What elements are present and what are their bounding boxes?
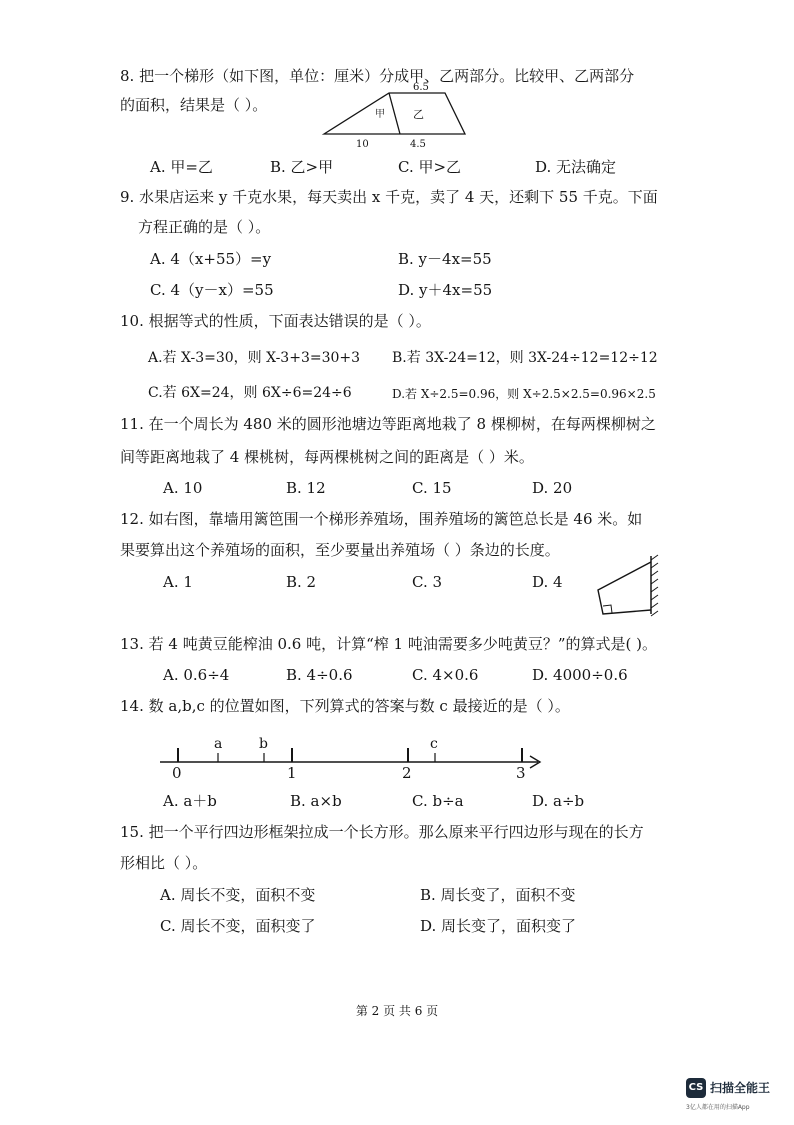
- q13-option-a[interactable]: A. 0.6÷4: [163, 666, 230, 684]
- q14-option-d[interactable]: D. a÷b: [532, 792, 585, 810]
- q13-option-b[interactable]: B. 4÷0.6: [286, 666, 353, 684]
- q14-option-c[interactable]: C. b÷a: [412, 792, 464, 810]
- q15-option-c[interactable]: C. 周长不变，面积变了: [160, 917, 316, 935]
- q14-text-line1: 14. 数 a,b,c 的位置如图，下列算式的答案与数 c 最接近的是（ ）。: [120, 697, 570, 715]
- q10-option-a[interactable]: A.若 X-3=30，则 X-3+3=30+3: [148, 350, 361, 366]
- numberline-tick-3: 3: [516, 764, 526, 782]
- camscanner-logo-icon: CS: [686, 1078, 706, 1098]
- q8-option-d[interactable]: D. 无法确定: [535, 158, 617, 176]
- q10-option-b[interactable]: B.若 3X-24=12，则 3X-24÷12=12÷12: [392, 350, 658, 366]
- q9-option-c[interactable]: C. 4（y－x）=55: [150, 281, 274, 299]
- q11-option-d[interactable]: D. 20: [532, 479, 573, 497]
- q8-label-part-b: 乙: [413, 108, 424, 121]
- q8-label-bottom-right: 4.5: [410, 139, 426, 150]
- q15-option-d[interactable]: D. 周长变了，面积变了: [420, 917, 577, 935]
- q10-option-d[interactable]: D.若 X÷2.5=0.96，则 X÷2.5×2.5=0.96×2.5: [392, 387, 656, 401]
- q15-text-line2: 形相比（ ）。: [120, 854, 208, 872]
- q13-text-line1: 13. 若 4 吨黄豆能榨油 0.6 吨，计算“榨 1 吨油需要多少吨黄豆？”的算式是( )。: [120, 635, 657, 653]
- q12-option-d[interactable]: D. 4: [532, 573, 563, 591]
- q8-text-line2: 的面积，结果是（ ）。: [120, 96, 268, 114]
- q14-option-a[interactable]: A. a＋b: [163, 792, 217, 810]
- q12-option-a[interactable]: A. 1: [163, 573, 193, 591]
- q9-option-d[interactable]: D. y＋4x=55: [398, 281, 493, 299]
- q8-option-c[interactable]: C. 甲>乙: [398, 158, 462, 176]
- scanner-watermark: [686, 1075, 790, 1115]
- q15-option-b[interactable]: B. 周长变了，面积不变: [420, 886, 576, 904]
- numberline-point-b: b: [259, 736, 268, 752]
- numberline-tick-1: 1: [287, 764, 297, 782]
- q11-option-a[interactable]: A. 10: [163, 479, 203, 497]
- q11-text-line2: 间等距离地栽了 4 棵桃树，每两棵桃树之间的距离是（ ）米。: [120, 448, 534, 466]
- numberline-point-a: a: [214, 736, 223, 752]
- q8-option-b[interactable]: B. 乙>甲: [270, 158, 334, 176]
- q15-text-line1: 15. 把一个平行四边形框架拉成一个长方形。那么原来平行四边形与现在的长方: [120, 823, 644, 841]
- q9-text-line2: 方程正确的是（ ）。: [138, 218, 271, 236]
- q8-label-top: 6.5: [413, 82, 429, 93]
- q11-option-b[interactable]: B. 12: [286, 479, 326, 497]
- numberline-point-c: c: [430, 736, 438, 752]
- q9-text-line1: 9. 水果店运来 y 千克水果，每天卖出 x 千克，卖了 4 天，还剩下 55 千克。下面: [120, 188, 658, 206]
- q13-option-d[interactable]: D. 4000÷0.6: [532, 666, 628, 684]
- q10-text-line1: 10. 根据等式的性质，下面表达错误的是（ ）。: [120, 312, 431, 330]
- q9-option-a[interactable]: A. 4（x+55）=y: [150, 250, 272, 268]
- q8-label-bottom-left: 10: [356, 139, 369, 150]
- q13-option-c[interactable]: C. 4×0.6: [412, 666, 479, 684]
- page-number-footer: 第 2 页 共 6 页: [355, 1004, 439, 1018]
- q12-text-line2: 果要算出这个养殖场的面积，至少要量出养殖场（ ）条边的长度。: [120, 541, 560, 559]
- q8-text-line1: 8. 把一个梯形（如下图，单位：厘米）分成甲、乙两部分。比较甲、乙两部分: [120, 67, 635, 85]
- numberline-tick-2: 2: [402, 764, 412, 782]
- q10-option-c[interactable]: C.若 6X=24，则 6X÷6=24÷6: [148, 385, 352, 401]
- q9-option-b[interactable]: B. y－4x=55: [398, 250, 492, 268]
- q8-label-part-a: 甲: [375, 109, 385, 120]
- q12-option-b[interactable]: B. 2: [286, 573, 317, 591]
- q12-text-line1: 12. 如右图，靠墙用篱笆围一个梯形养殖场，围养殖场的篱笆总长是 46 米。如: [120, 510, 643, 528]
- q11-text-line1: 11. 在一个周长为 480 米的圆形池塘边等距离地栽了 8 棵柳树，在每两棵柳树之: [120, 415, 656, 433]
- q8-option-a[interactable]: A. 甲=乙: [150, 158, 213, 176]
- watermark-tagline: 3亿人都在用的扫描App: [686, 1104, 750, 1111]
- q12-option-c[interactable]: C. 3: [412, 573, 443, 591]
- q14-option-b[interactable]: B. a×b: [290, 792, 342, 810]
- q11-option-c[interactable]: C. 15: [412, 479, 452, 497]
- watermark-app-name: 扫描全能王: [710, 1081, 771, 1095]
- q15-option-a[interactable]: A. 周长不变，面积不变: [160, 886, 316, 904]
- numberline-tick-0: 0: [172, 764, 182, 782]
